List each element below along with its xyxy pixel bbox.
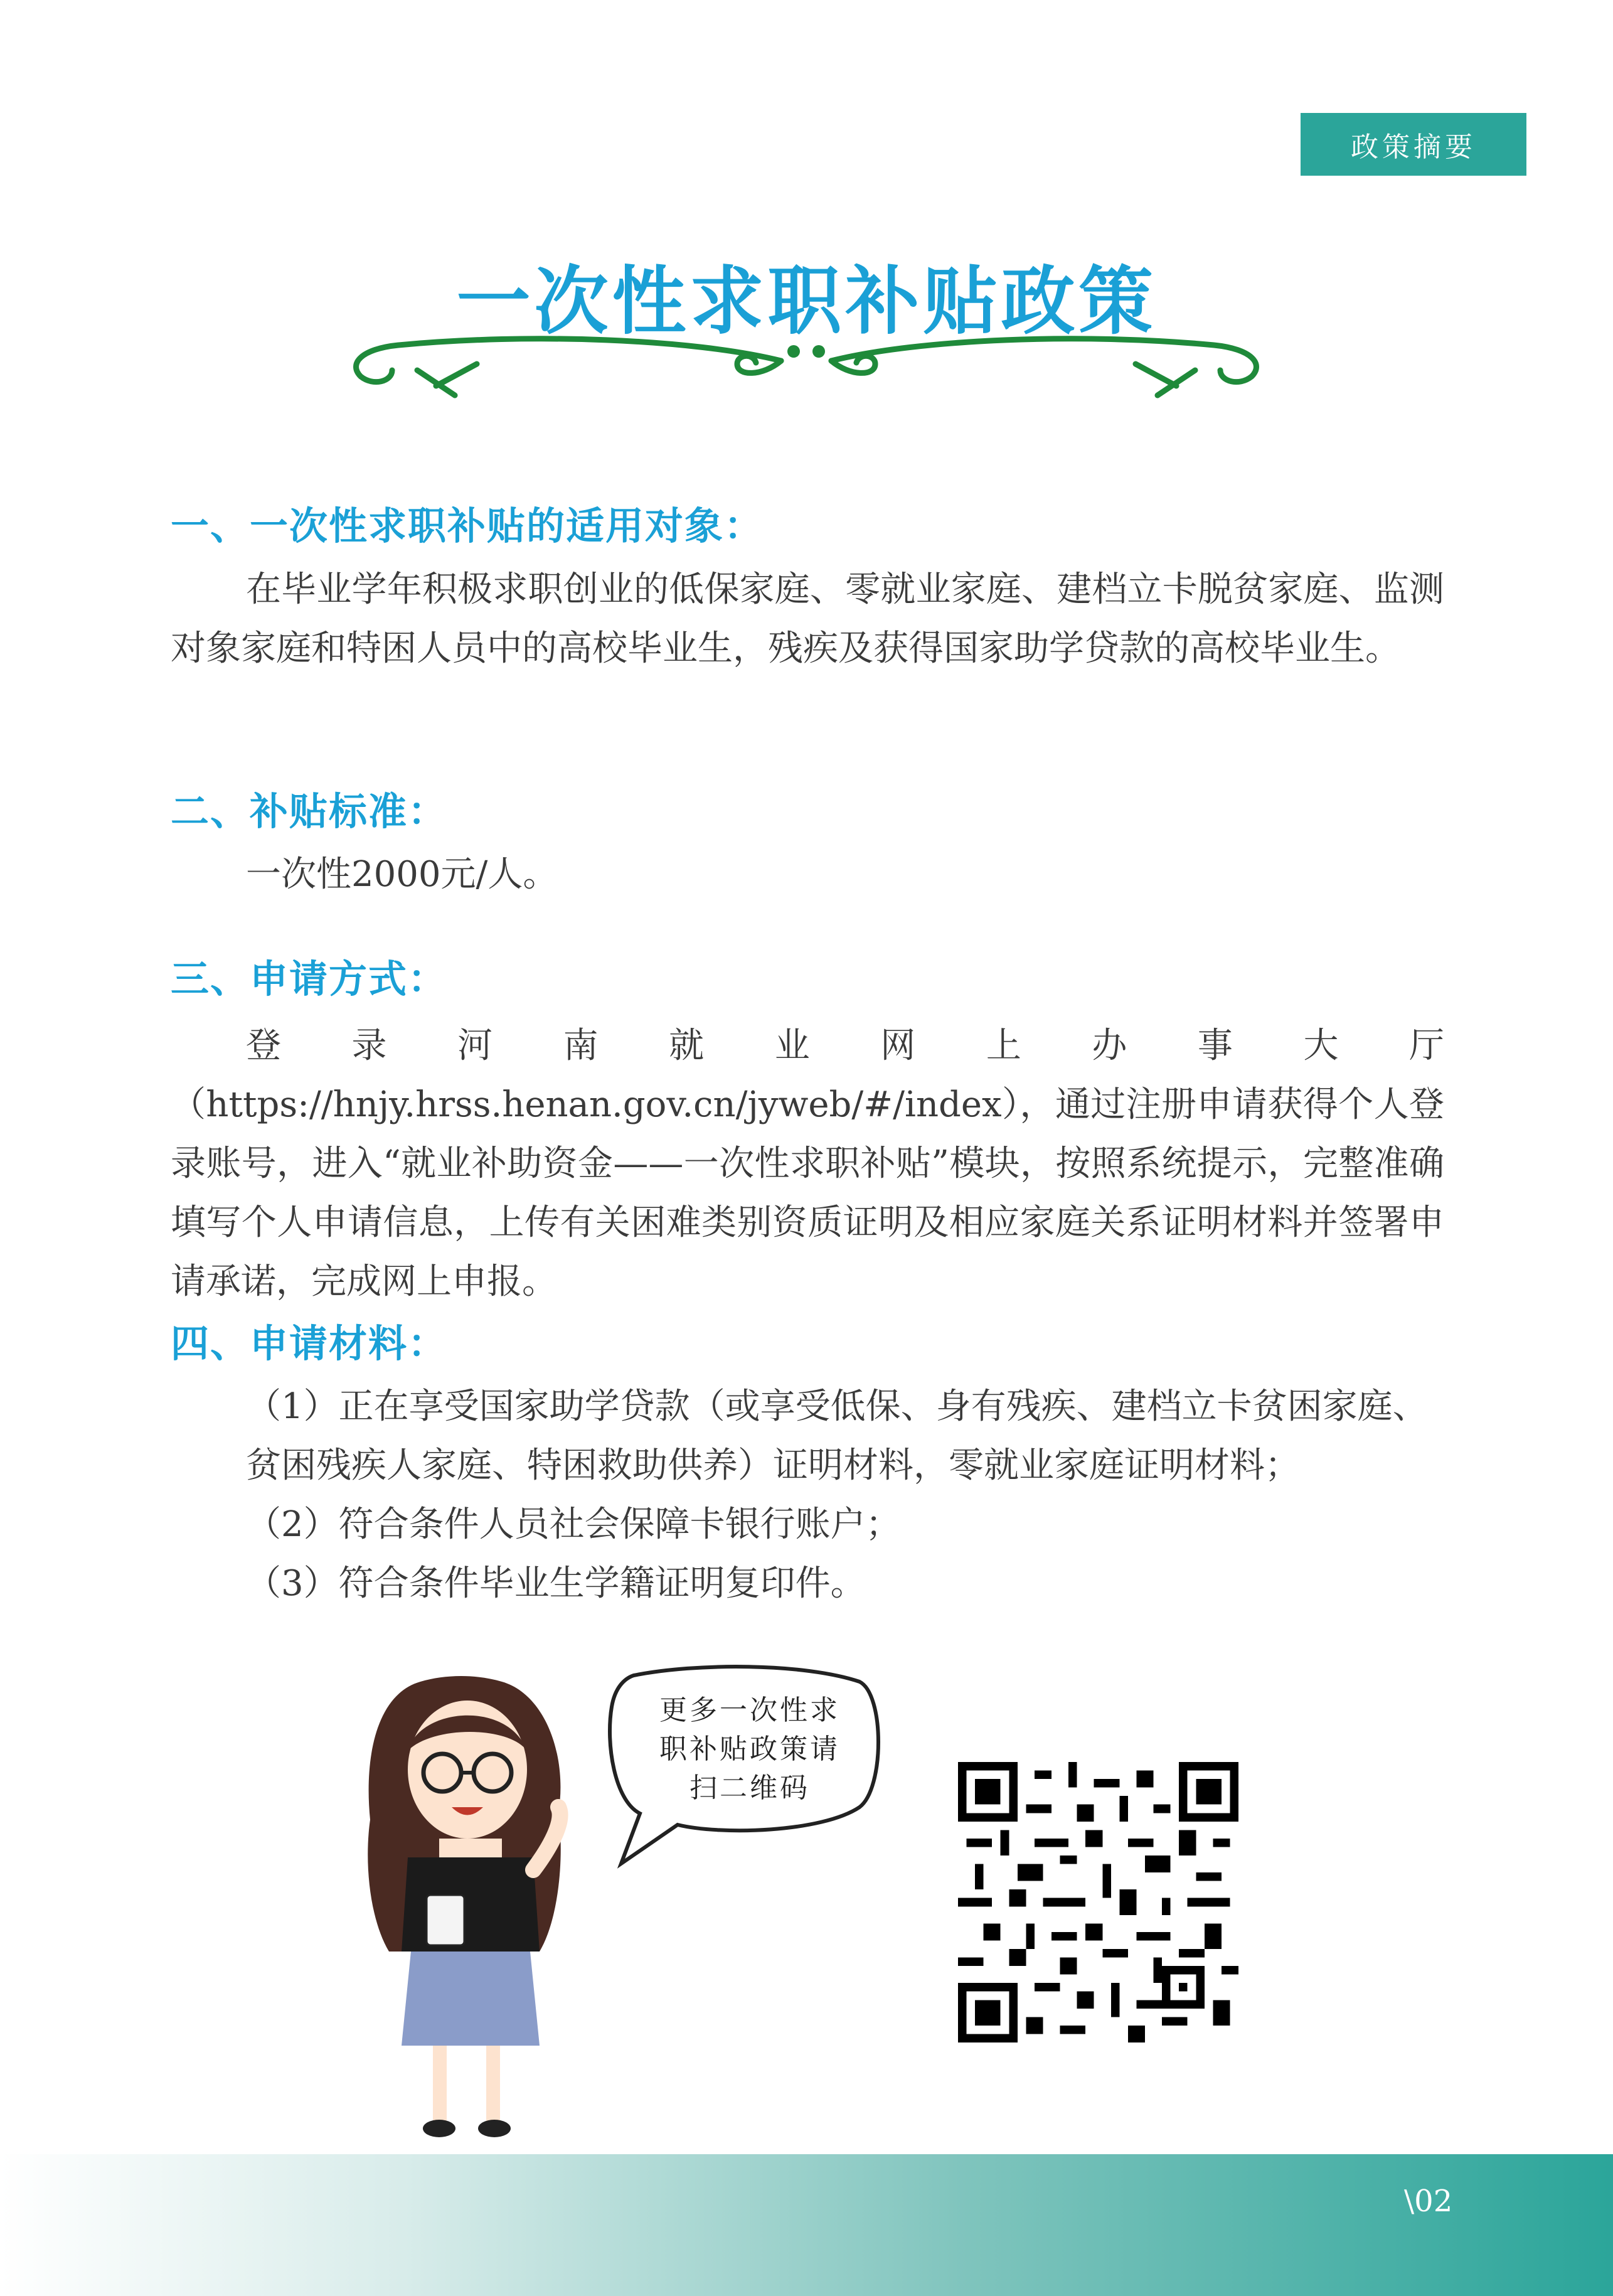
qr-code[interactable] <box>958 1762 1238 2042</box>
vine-ornament <box>342 326 1270 408</box>
bubble-text: 更多一次性求 职补贴政策请 扫二维码 <box>659 1694 840 1804</box>
section-heading-2: 二、补贴标准： <box>171 789 448 834</box>
section-body-3: 登录河南就业网上办事大厅（https://hnjy.hrss.henan.gov.cn/jyweb/#/index），通过注册申请获得个人登录账号，进入“就业补助资金——一次性求职补贴”模块，按照系统提示，完整准确填写个人申请信息，上传有关困难类别资质证明及相应家庭关系证明材料并签署申请承诺，完成网上申报。 <box>171 1025 1444 1302</box>
section-tag: 政策摘要 <box>1301 113 1526 176</box>
footer-band <box>0 2154 1613 2296</box>
list-item: （2）符合条件人员社会保障卡银行账户； <box>246 1504 901 1545</box>
materials-list <box>246 1377 1444 1613</box>
cartoon-girl-illustration <box>351 1657 590 2146</box>
section-heading-3: 三、申请方式： <box>171 957 448 1001</box>
section-body-1: 在毕业学年积极求职创业的低保家庭、零就业家庭、建档立卡脱贫家庭、监测对象家庭和特困人员中的高校毕业生，残疾及获得国家助学贷款的高校毕业生。 <box>171 569 1444 669</box>
list-item: （1）正在享受国家助学贷款（或享受低保、身有残疾、建档立卡贫困家庭、贫困残疾人家庭、特困救助供养）证明材料，零就业家庭证明材料； <box>246 1386 1428 1486</box>
page-title: 一次性求职补贴政策 <box>456 258 1157 344</box>
page-number: \02 <box>1404 2184 1453 2219</box>
section-body-2: 一次性2000元/人。 <box>246 854 558 895</box>
list-item: （3）符合条件毕业生学籍证明复印件。 <box>246 1563 866 1604</box>
section-heading-1: 一、一次性求职补贴的适用对象： <box>171 504 764 548</box>
section-heading-4: 四、申请材料： <box>171 1322 448 1366</box>
